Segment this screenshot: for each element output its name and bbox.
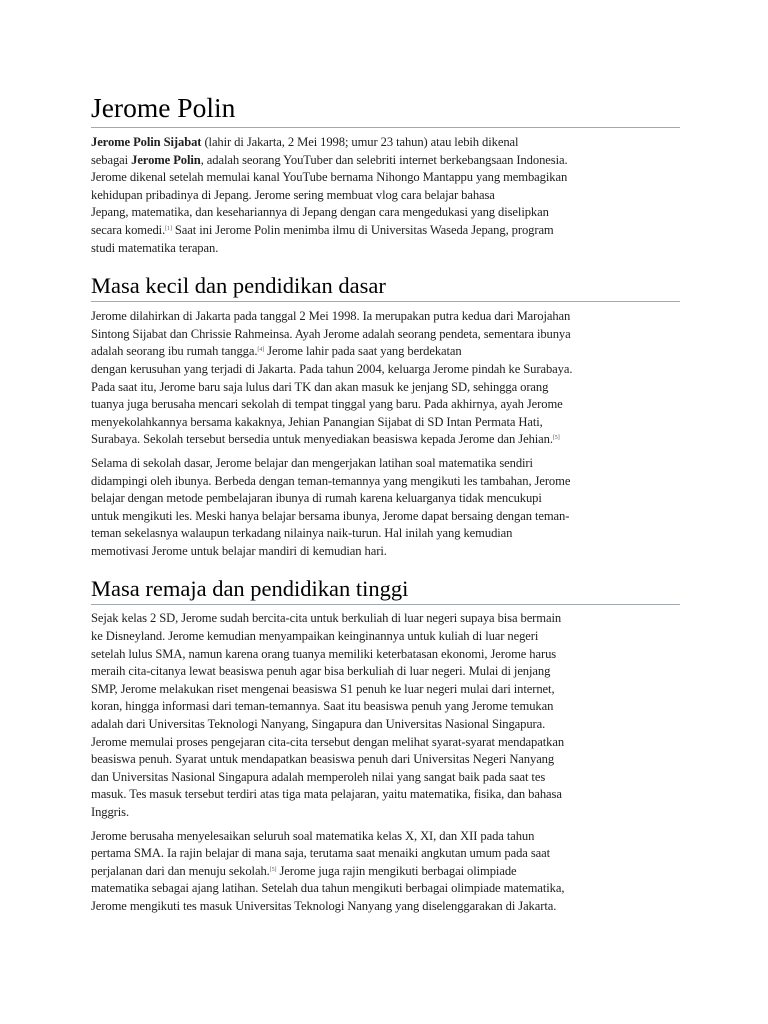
- paragraph-line: Jerome mengikuti tes masuk Universitas Teknologi Nanyang yang diselenggarakan di Jakarta.: [91, 898, 557, 913]
- paragraph-line: [91, 863, 680, 881]
- text-span: Surabaya. Sekolah tersebut bersedia untuk menyediakan beasiswa kepada Jerome dan Jehian.: [91, 432, 553, 447]
- paragraph-line: menyekolahkannya bersama kakaknya, Jehian Panangian Sijabat di SD Intan Permata Hati,: [91, 414, 543, 429]
- paragraph-line: Sintong Sijabat dan Chrissie Rahmeinsa. Ayah Jerome adalah seorang pendeta, sementara ibunya: [91, 326, 571, 341]
- intro-line-6: [91, 222, 680, 240]
- intro-paragraph: [91, 134, 680, 257]
- paragraph-line: matematika sebagai ajang latihan. Setelah dua tahun mengikuti berbagai olimpiade matematika,: [91, 881, 565, 896]
- citation-link[interactable]: [5]: [269, 866, 277, 873]
- paragraph-line: Inggris.: [91, 805, 130, 819]
- article: [91, 92, 680, 916]
- intro-line-5: Jepang, matematika, dan kesehariannya di Jepang dengan cara mengedukasi yang diselipkan: [91, 205, 549, 220]
- intro-line-3: Jerome dikenal setelah memulai kanal YouTube bernama Nihongo Mantappu yang membagikan: [91, 170, 568, 185]
- text-span: sebagai: [91, 152, 132, 167]
- section-heading-masa-kecil: Masa kecil dan pendidikan dasar: [91, 272, 680, 302]
- text-span: Jerome lahir pada saat yang berdekatan: [264, 344, 462, 359]
- paragraph-line: teman sekelasnya walaupun terkadang nilainya naik-turun. Hal inilah yang kemudian: [91, 526, 513, 541]
- paragraph-line: dan Universitas Nasional Singapura adalah memperoleh nilai yang sangat baik pada saat tes: [91, 769, 546, 784]
- paragraph-line: Selama di sekolah dasar, Jerome belajar dan mengerjakan latihan soal matematika sendiri: [91, 455, 533, 470]
- paragraph-line: setelah lulus SMA, namun karena orang tuanya memiliki keterbatasan ekonomi, Jerome harus: [91, 646, 557, 661]
- paragraph-line: tuanya juga berusaha mencari sekolah di tempat tinggal yang baru. Pada akhirnya, ayah Jerome: [91, 397, 563, 412]
- text-span: adalah seorang ibu rumah tangga.: [91, 344, 258, 359]
- paragraph-line: Jerome dilahirkan di Jakarta pada tanggal 2 Mei 1998. Ia merupakan putra kedua dari Marojahan: [91, 309, 571, 324]
- bold-name: Jerome Polin: [131, 152, 201, 167]
- paragraph-line: Jerome memulai proses pengejaran cita-cita tersebut dengan melihat syarat-syarat mendapatkan: [91, 734, 565, 749]
- intro-line-2: [91, 152, 680, 170]
- section1-paragraph-1: [91, 308, 680, 449]
- text-span: (lahir di Jakarta, 2 Mei 1998; umur 23 tahun) atau lebih dikenal: [201, 135, 519, 149]
- paragraph-line: untuk mengikuti les. Meski hanya belajar bersama ibunya, Jerome dapat bersaing dengan teman-: [91, 508, 570, 523]
- paragraph-line: meraih cita-citanya lewat beasiswa penuh agar bisa berkuliah di luar negeri. Mulai di jenjang: [91, 664, 551, 679]
- paragraph-line: adalah dari Universitas Teknologi Nanyang, Singapura dan Universitas Nasional Singapura.: [91, 717, 546, 732]
- paragraph-line: beasiswa penuh. Syarat untuk mendapatkan beasiswa penuh dari Universitas Negeri Nanyang: [91, 752, 555, 767]
- paragraph-line: belajar dengan metode pembelajaran ibunya di rumah karena keluarganya tidak mencukupi: [91, 491, 542, 506]
- paragraph-line: memotivasi Jerome untuk belajar mandiri di kemudian hari.: [91, 543, 387, 558]
- page-title: Jerome Polin: [91, 92, 680, 128]
- section1-paragraph-2: [91, 455, 680, 561]
- paragraph-line: Pada saat itu, Jerome baru saja lulus dari TK dan akan masuk ke jenjang SD, sehingga orang: [91, 379, 549, 394]
- paragraph-line: [91, 431, 680, 449]
- paragraph-line: dengan kerusuhan yang terjadi di Jakarta. Pada tahun 2004, keluarga Jerome pindah ke Surabaya.: [91, 361, 573, 376]
- intro-line-7: studi matematika terapan.: [91, 240, 219, 255]
- section2-paragraph-2: [91, 828, 680, 916]
- text-span: Saat ini Jerome Polin menimba ilmu di Universitas Waseda Jepang, program: [171, 222, 554, 237]
- bold-name: Jerome Polin Sijabat: [91, 135, 202, 149]
- paragraph-line: masuk. Tes masuk tersebut terdiri atas tiga mata pelajaran, yaitu matematika, fisika, dan bahasa: [91, 787, 562, 802]
- paragraph-line: [91, 343, 680, 361]
- citation-link[interactable]: [1]: [165, 225, 172, 232]
- text-span: secara komedi.: [91, 222, 166, 237]
- citation-link[interactable]: [4]: [257, 347, 265, 354]
- paragraph-line: koran, hingga informasi dari teman-temannya. Saat itu beasiswa penuh yang Jerome temukan: [91, 699, 554, 714]
- text-span: perjalanan dari dan menuju sekolah.: [91, 863, 270, 878]
- text-span: , adalah seorang YouTuber dan selebriti internet berkebangsaan Indonesia.: [200, 152, 568, 167]
- paragraph-line: pertama SMA. Ia rajin belajar di mana saja, terutama saat menaiki angkutan umum pada saat: [91, 846, 550, 861]
- paragraph-line: didampingi oleh ibunya. Berbeda dengan teman-temannya yang mengikuti les tambahan, Jerome: [91, 473, 571, 488]
- section2-paragraph-1: [91, 610, 680, 821]
- paragraph-line: ke Disneyland. Jerome kemudian menyampaikan keinginannya untuk kuliah di luar negeri: [91, 629, 539, 644]
- intro-line-1: [91, 134, 680, 152]
- text-span: Jerome juga rajin mengikuti berbagai olimpiade: [276, 863, 517, 878]
- intro-line-4: kehidupan pribadinya di Jepang. Jerome sering membuat vlog cara belajar bahasa: [91, 187, 495, 202]
- citation-link[interactable]: [5]: [552, 435, 560, 442]
- paragraph-line: SMP, Jerome melakukan riset mengenai beasiswa S1 penuh ke luar negeri mulai dari internet,: [91, 681, 555, 696]
- paragraph-line: Jerome berusaha menyelesaikan seluruh soal matematika kelas X, XI, dan XII pada tahun: [91, 828, 535, 843]
- section-heading-masa-remaja: Masa remaja dan pendidikan tinggi: [91, 575, 680, 605]
- paragraph-line: Sejak kelas 2 SD, Jerome sudah bercita-cita untuk berkuliah di luar negeri supaya bisa bermain: [91, 611, 562, 626]
